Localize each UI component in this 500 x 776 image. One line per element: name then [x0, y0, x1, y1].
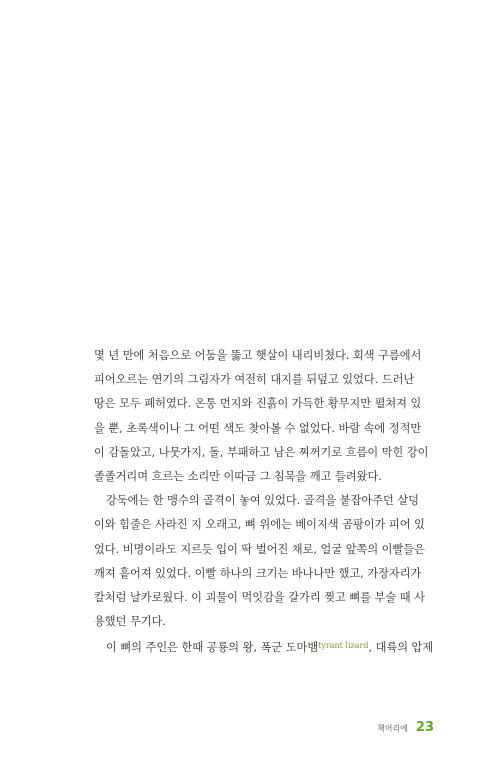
text-line: 깨져 흩어져 있었다. 이빨 하나의 크기는 바나나만 했고, 가장자리가 — [94, 566, 422, 580]
text-line: 강둑에는 한 맹수의 골격이 놓여 있었다. 골격을 붙잡아주던 살덩 — [106, 494, 419, 508]
running-head: 책머리에 — [376, 724, 408, 733]
paragraph-3 — [94, 634, 434, 660]
text-line: 칼처럼 날카로웠다. 이 괴물이 먹잇감을 갈가리 찢고 뼈를 부술 때 사 — [94, 591, 425, 605]
text-line: 졸졸거리며 흐르는 소리만 이따금 그 침묵을 깨고 들려왔다. — [94, 470, 382, 484]
text-line — [94, 634, 434, 660]
line-text-after-gloss: , 대륙의 압제 — [368, 641, 434, 655]
text-line: 피어오르는 연기의 그림자가 여전히 대지를 뒤덮고 있었다. 드러난 — [94, 373, 415, 387]
text-line: 이와 힘줄은 사라진 지 오래고, 뼈 위에는 베이지색 곰팡이가 피어 있 — [94, 518, 425, 532]
page-number: 23 — [415, 720, 434, 735]
paragraph-2 — [94, 489, 425, 634]
text-line: 이 감돌았고, 나뭇가지, 돌, 부패하고 남은 찌꺼기로 흐름이 막힌 강이 — [94, 445, 429, 459]
paragraph-1 — [94, 344, 429, 489]
english-gloss: tyrant lizard — [318, 641, 369, 651]
body-text — [94, 344, 434, 661]
text-line: 몇 년 만에 처음으로 어둠을 뚫고 햇살이 내리비쳤다. 회색 구름에서 — [94, 349, 422, 362]
text-line: 을 뿐, 초록색이나 그 어떤 색도 찾아볼 수 없었다. 바람 속에 정적만 — [94, 421, 422, 435]
text-line: 용했던 무기다. — [94, 615, 166, 629]
page-footer — [377, 720, 434, 735]
text-line: 었다. 비명이라도 지르듯 입이 딱 벌어진 채로, 얼굴 앞쪽의 이빨들은 — [94, 542, 425, 556]
text-line: 땅은 모두 폐허였다. 온통 먼지와 진흙이 가득한 황무지만 펼쳐져 있 — [94, 397, 422, 411]
line-text-before-gloss: 이 뼈의 주인은 한때 공룡의 왕, 폭군 도마뱀 — [106, 641, 319, 655]
